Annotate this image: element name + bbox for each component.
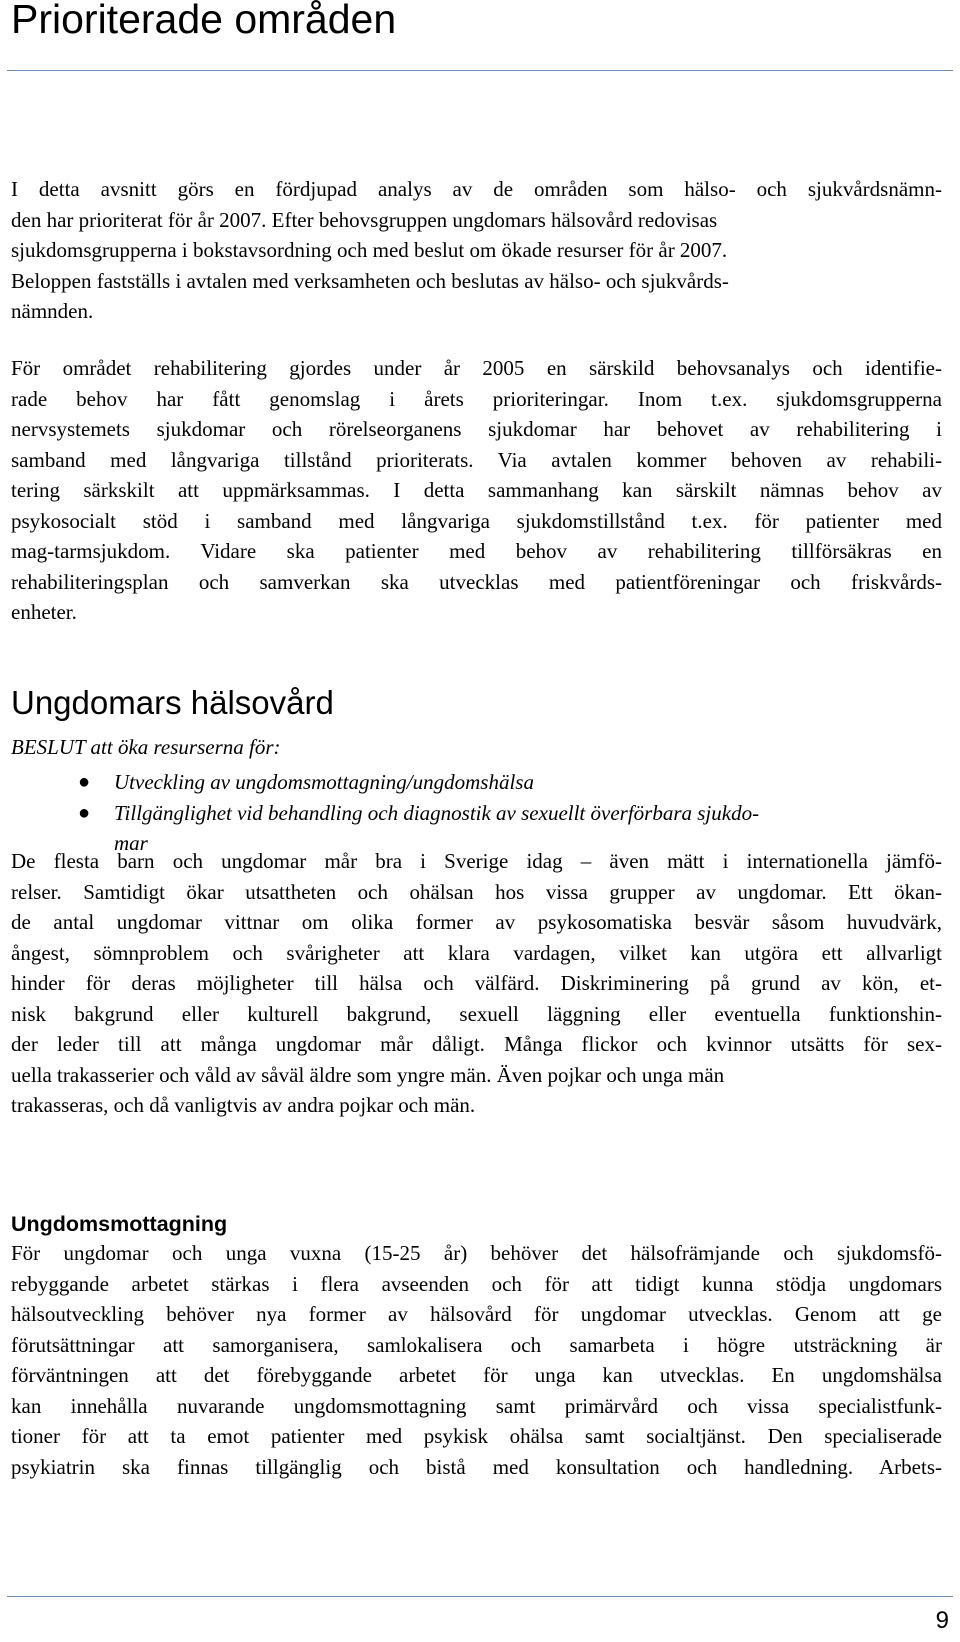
text-line: tioner för att ta emot patienter med psykisk ohälsa samt socialtjänst. Den specialiserade <box>11 1424 942 1448</box>
youth-paragraph <box>11 846 942 1121</box>
decision-label: BESLUT att öka resurserna för: <box>11 735 281 759</box>
page-number: 9 <box>935 1607 949 1634</box>
text-line: de antal ungdomar vittnar om olika former av psykosomatiska besvär såsom huvudvärk, <box>11 910 942 934</box>
text-line: För området rehabilitering gjordes under år 2005 en särskild behovsanalys och identifie- <box>11 356 942 380</box>
bullet-icon: ● <box>78 801 91 824</box>
text-line: förutsättningar att samorganisera, samlokalisera och samarbeta i högre utsträckning är <box>11 1332 942 1357</box>
text-line: hinder för deras möjligheter till hälsa och välfärd. Diskriminering på grund av kön, et- <box>11 971 942 995</box>
text-line: enheter. <box>11 600 77 624</box>
header-rule <box>7 70 953 71</box>
text-line: förväntningen att det förebyggande arbetet för unga kan utvecklas. En ungdomshälsa <box>11 1363 942 1387</box>
text-line: Utveckling av ungdomsmottagning/ungdomshälsa <box>114 770 534 794</box>
text-line: psykosocialt stöd i samband med långvariga sjukdomstillstånd t.ex. för patienter med <box>11 508 942 533</box>
list-item <box>0 767 874 798</box>
bullet-icon: ● <box>78 771 91 793</box>
subsection-title: Ungdomsmottagning <box>11 1212 228 1236</box>
text-line: tering särkskilt att uppmärksammas. I detta sammanhang kan särskilt nämnas behov av <box>11 478 942 502</box>
text-line: För ungdomar och unga vuxna (15-25 år) behöver det hälsofrämjande och sjukdomsfö- <box>11 1241 942 1265</box>
text-line: I detta avsnitt görs en fördjupad analys av de områden som hälso- och sjukvårdsnämn- <box>11 177 942 201</box>
intro-paragraph <box>11 174 942 327</box>
subsection-paragraph <box>11 1238 942 1482</box>
text-line: samband med långvariga tillstånd prioriterats. Via avtalen kommer behoven av rehabili- <box>11 447 942 472</box>
text-line: Beloppen fastställs i avtalen med verksamheten och beslutas av hälso- och sjukvårds- <box>11 268 729 293</box>
text-line: hälsoutveckling behöver nya former av hälsovård för ungdomar utvecklas. Genom att ge <box>11 1302 942 1326</box>
section-title: Ungdomars hälsovård <box>11 684 334 721</box>
rehab-paragraph <box>11 353 942 628</box>
page-title: Prioriterade områden <box>11 0 397 42</box>
text-line: uella trakasserier och våld av såväl äldre som yngre män. Även pojkar och unga män <box>11 1062 725 1087</box>
decision-list <box>0 767 960 859</box>
text-line: den har prioriterat för år 2007. Efter behovsgruppen ungdomars hälsovård redovisas <box>11 207 718 232</box>
text-line: sjukdomsgrupperna i bokstavsordning och med beslut om ökade resurser för år 2007. <box>11 238 728 262</box>
text-line: nämnden. <box>11 299 94 323</box>
text-line: nisk bakgrund eller kulturell bakgrund, sexuell läggning eller eventuella funktionshin- <box>11 1001 942 1026</box>
text-line: kan innehålla nuvarande ungdomsmottagning samt primärvård och vissa specialistfunk- <box>11 1393 942 1418</box>
text-line: rebyggande arbetet stärkas i flera avseenden och för att tidigt kunna stödja ungdomars <box>11 1271 942 1296</box>
text-line: De flesta barn och ungdomar mår bra i Sverige idag – även mätt i internationella jämfö- <box>11 849 942 873</box>
text-line: rehabiliteringsplan och samverkan ska utvecklas med patientföreningar och friskvårds- <box>11 569 942 594</box>
text-line: Tillgänglighet vid behandling och diagnostik av sexuellt överförbara sjukdo- <box>114 800 760 825</box>
text-line: trakasseras, och då vanligtvis av andra pojkar och män. <box>11 1093 476 1117</box>
text-line: der leder till att många ungdomar mår dåligt. Många flickor och kvinnor utsätts för sex- <box>11 1032 942 1056</box>
text-line: ångest, sömnproblem och svårigheter att klara vardagen, vilket kan utgöra ett allvarligt <box>11 940 942 965</box>
text-line: psykiatrin ska finnas tillgänglig och bistå med konsultation och handledning. Arbets- <box>11 1454 942 1479</box>
text-line: mag-tarmsjukdom. Vidare ska patienter med behov av rehabilitering tillförsäkras en <box>11 539 942 563</box>
text-line: relser. Samtidigt ökar utsattheten och ohälsan hos vissa grupper av ungdomar. Ett ökan- <box>11 879 942 904</box>
text-line: mar <box>114 831 148 855</box>
text-line: rade behov har fått genomslag i årets prioriteringar. Inom t.ex. sjukdomsgrupperna <box>11 386 942 411</box>
text-line: nervsystemets sjukdomar och rörelseorganens sjukdomar har behovet av rehabilitering i <box>11 417 942 441</box>
footer-rule <box>7 1596 953 1597</box>
